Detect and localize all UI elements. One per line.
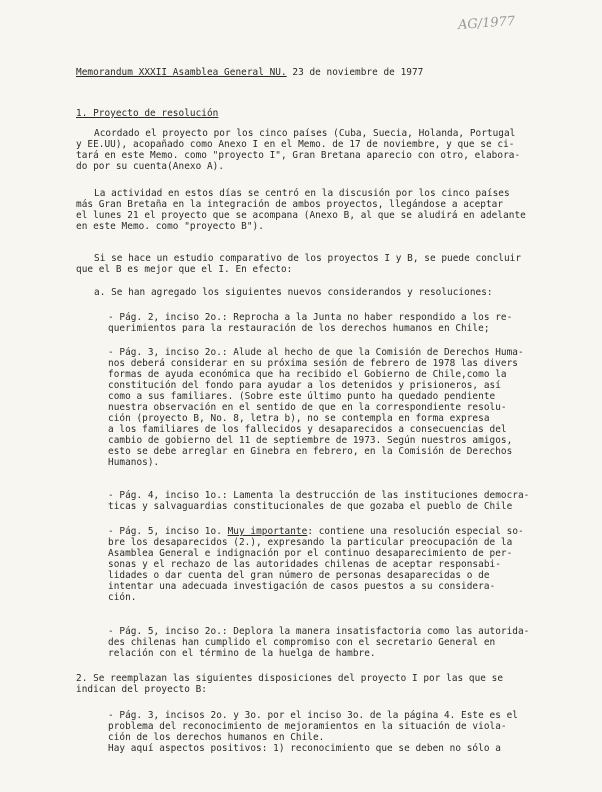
paragraph-line: tará en este Memo. como "proyecto I", Gran Bretana aparecio con otro, elabora- <box>76 150 521 161</box>
paragraph-line: La actividad en estos días se centró en la discusión por los cinco países <box>94 188 510 199</box>
paragraph-line: Si se hace un estudio comparativo de los proyectos I y B, se puede concluir <box>94 253 522 264</box>
bullet-line: - Pág. 5, inciso 1o. Muy importante: contiene una resolución especial so- <box>108 526 524 537</box>
bullet-line: nuestra observación en el sentido de que en la correspondiente resolu- <box>108 402 507 413</box>
bullet-line: esto se debe arreglar en Ginebra en febrero, en la Comisión de Derechos <box>108 446 513 457</box>
bullet-line: Humanos). <box>108 457 160 468</box>
paragraph-line: que el B es mejor que el I. En efecto: <box>76 264 293 275</box>
list-item-heading: indican del proyecto B: <box>76 684 207 695</box>
bullet-line: - Pág. 4, inciso 1o.: Lamenta la destrucción de las instituciones democra- <box>108 490 530 501</box>
bullet-line: cambio de gobierno del 11 de septiembre de 1973. Según nuestros amigos, <box>108 435 513 446</box>
bullet-line: problema del reconocimiento de mejoramientos en la situación de viola- <box>108 721 507 732</box>
handwritten-annotation: AG/1977 <box>457 14 516 33</box>
list-item-heading: a. Se han agregado los siguientes nuevos considerandos y resoluciones: <box>94 287 493 298</box>
bullet-line: - Pág. 3, inciso 2o.: Alude al hecho de que la Comisión de Derechos Huma- <box>108 347 524 358</box>
paragraph-line: más Gran Bretaña en la integración de ambos proyectos, llegándose a aceptar <box>76 199 504 210</box>
section-heading: 1. Proyecto de resolución <box>76 108 219 119</box>
bullet-line: lidades o dar cuenta del gran número de personas desaparecidas o de <box>108 570 490 581</box>
bullet-line: - Pág. 5, inciso 2o.: Deplora la manera insatisfactoria como las autorida- <box>108 626 530 637</box>
paragraph-line: en este Memo. como "proyecto B"). <box>76 221 264 232</box>
bullet-line: ción. <box>108 592 137 603</box>
bullet-line: Asamblea General e indignación por el continuo desaparecimiento de per- <box>108 548 513 559</box>
paragraph-line: el lunes 21 el proyecto que se acompana (Anexo B, al que se aludirá en adelante <box>76 210 526 221</box>
bullet-line: nos deberá considerar en su próxima sesión de febrero de 1978 las divers <box>108 358 518 369</box>
bullet-line: formas de ayuda económica que ha recibido el Gobierno de Chile,como la <box>108 369 507 380</box>
bullet-line: a los familiares de los fallecidos y desaparecidos a consecuencias del <box>108 424 507 435</box>
bullet-line: des chilenas han cumplido el compromiso con el secretario General en <box>108 637 496 648</box>
bullet-line: bre los desaparecidos (2.), expresando la particular preocupación de la <box>108 537 513 548</box>
memo-title: Memorandum XXXII Asamblea General NU. <box>76 67 287 78</box>
paragraph-line: y EE.UU), acopañado como Anexo I en el Memo. de 17 de noviembre, y que se ci- <box>76 139 515 150</box>
bullet-line: ticas y salvaguardias constitucionales de que gozaba el pueblo de Chile <box>108 501 513 512</box>
memo-header <box>76 67 423 78</box>
bullet-line: como a sus familiares. (Sobre este último punto ha quedado pendiente <box>108 391 496 402</box>
paragraph-line: do por su cuenta(Anexo A). <box>76 161 225 172</box>
bullet-line: intentar una adecuada investigación de casos puestos a su considera- <box>108 581 496 592</box>
bullet-line: - Pág. 2, inciso 2o.: Reprocha a la Junta no haber respondido a los re- <box>108 312 513 323</box>
bullet-line: relación con el término de la huelga de hambre. <box>108 648 376 659</box>
bullet-line: sonas y el rechazo de las autoridades chilenas de aceptar responsabi- <box>108 559 501 570</box>
bullet-line: constitución del fondo para ayudar a los detenidos y prisioneros, así <box>108 380 501 391</box>
list-item-heading: 2. Se reemplazan las siguientes disposiciones del proyecto I por las que se <box>76 673 504 684</box>
bullet-line: ción de los derechos humanos en Chile. <box>108 732 325 743</box>
emphasis-text: Muy importante <box>227 526 308 537</box>
paragraph-line: Acordado el proyecto por los cinco países (Cuba, Suecia, Holanda, Portugal <box>94 128 516 139</box>
bullet-line: querimientos para la restauración de los derechos humanos en Chile; <box>108 323 490 334</box>
bullet-line: Hay aquí aspectos positivos: 1) reconocimiento que se deben no sólo a <box>108 743 501 754</box>
bullet-line: - Pág. 3, incisos 2o. y 3o. por el inciso 3o. de la página 4. Este es el <box>108 710 518 721</box>
bullet-line: ción (proyecto B, No. 8, letra b), no se contempla en forma expresa <box>108 413 490 424</box>
memo-date: 23 de noviembre de 1977 <box>286 67 424 78</box>
